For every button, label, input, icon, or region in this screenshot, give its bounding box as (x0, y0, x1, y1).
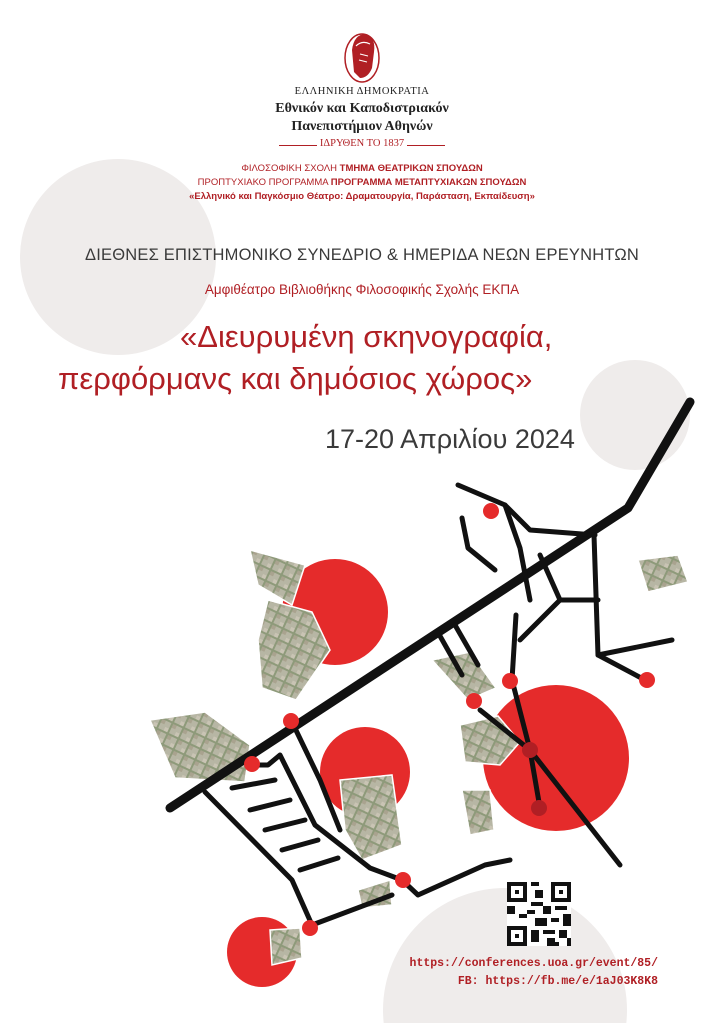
organizer-program-title: «Ελληνικό και Παγκόσμιο Θέατρο: Δραματουργία, Παράσταση, Εκπαίδευση» (189, 191, 535, 202)
qr-code-icon[interactable] (507, 882, 571, 946)
grey-circle-right (580, 360, 690, 470)
grey-circle-bottom (383, 888, 627, 1023)
event-type: ΔΙΕΘΝΕΣ ΕΠΙΣΤΗΜΟΝΙΚΟ ΣΥΝΕΔΡΙΟ & ΗΜΕΡΙΔΑ ΝΕΩΝ ΕΡΕΥΝΗΤΩΝ (85, 246, 639, 264)
event-title-line2: περφόρμανς και δημόσιος χώρος» (58, 361, 533, 396)
athena-emblem-icon (342, 28, 382, 84)
road-network (170, 402, 690, 925)
university-name-line1: Εθνικόν και Καποδιστριακόν (275, 101, 449, 116)
facebook-event-link[interactable]: FB: https://fb.me/e/1aJ03K8K8 (457, 975, 658, 988)
organizer-school: ΦΙΛΟΣΟΦΙΚΗ ΣΧΟΛΗ (241, 163, 340, 174)
country-name: ΕΛΛΗΝΙΚΗ ΔΗΜΟΚΡΑΤΙΑ (294, 86, 430, 97)
organizer-line1 (0, 163, 724, 174)
conference-url-link[interactable]: https://conferences.uoa.gr/event/85/ (409, 957, 658, 970)
event-title-line1: «Διευρυμένη σκηνογραφία, (180, 319, 553, 354)
university-name-line2: Πανεπιστήμιον Αθηνών (291, 119, 433, 134)
event-dates: 17-20 Απριλίου 2024 (325, 424, 575, 454)
organizer-department: ΤΜΗΜΑ ΘΕΑΤΡΙΚΩΝ ΣΠΟΥΔΩΝ (339, 163, 483, 174)
organizer-undergrad: ΠΡΟΠΤΥΧΙΑΚΟ ΠΡΟΓΡΑΜΜΑ (197, 177, 331, 188)
founded-year: ΙΔΡΥΘΕΝ ΤΟ 1837 (319, 138, 405, 149)
organizer-postgrad: ΠΡΟΓΡΑΜΜΑ ΜΕΤΑΠΤΥΧΙΑΚΩΝ ΣΠΟΥΔΩΝ (330, 177, 527, 188)
event-venue: Αμφιθέατρο Βιβλιοθήκης Φιλοσοφικής Σχολής ΕΚΠΑ (204, 282, 520, 297)
organizer-line2 (0, 177, 724, 188)
founded-rule-right (407, 145, 445, 146)
